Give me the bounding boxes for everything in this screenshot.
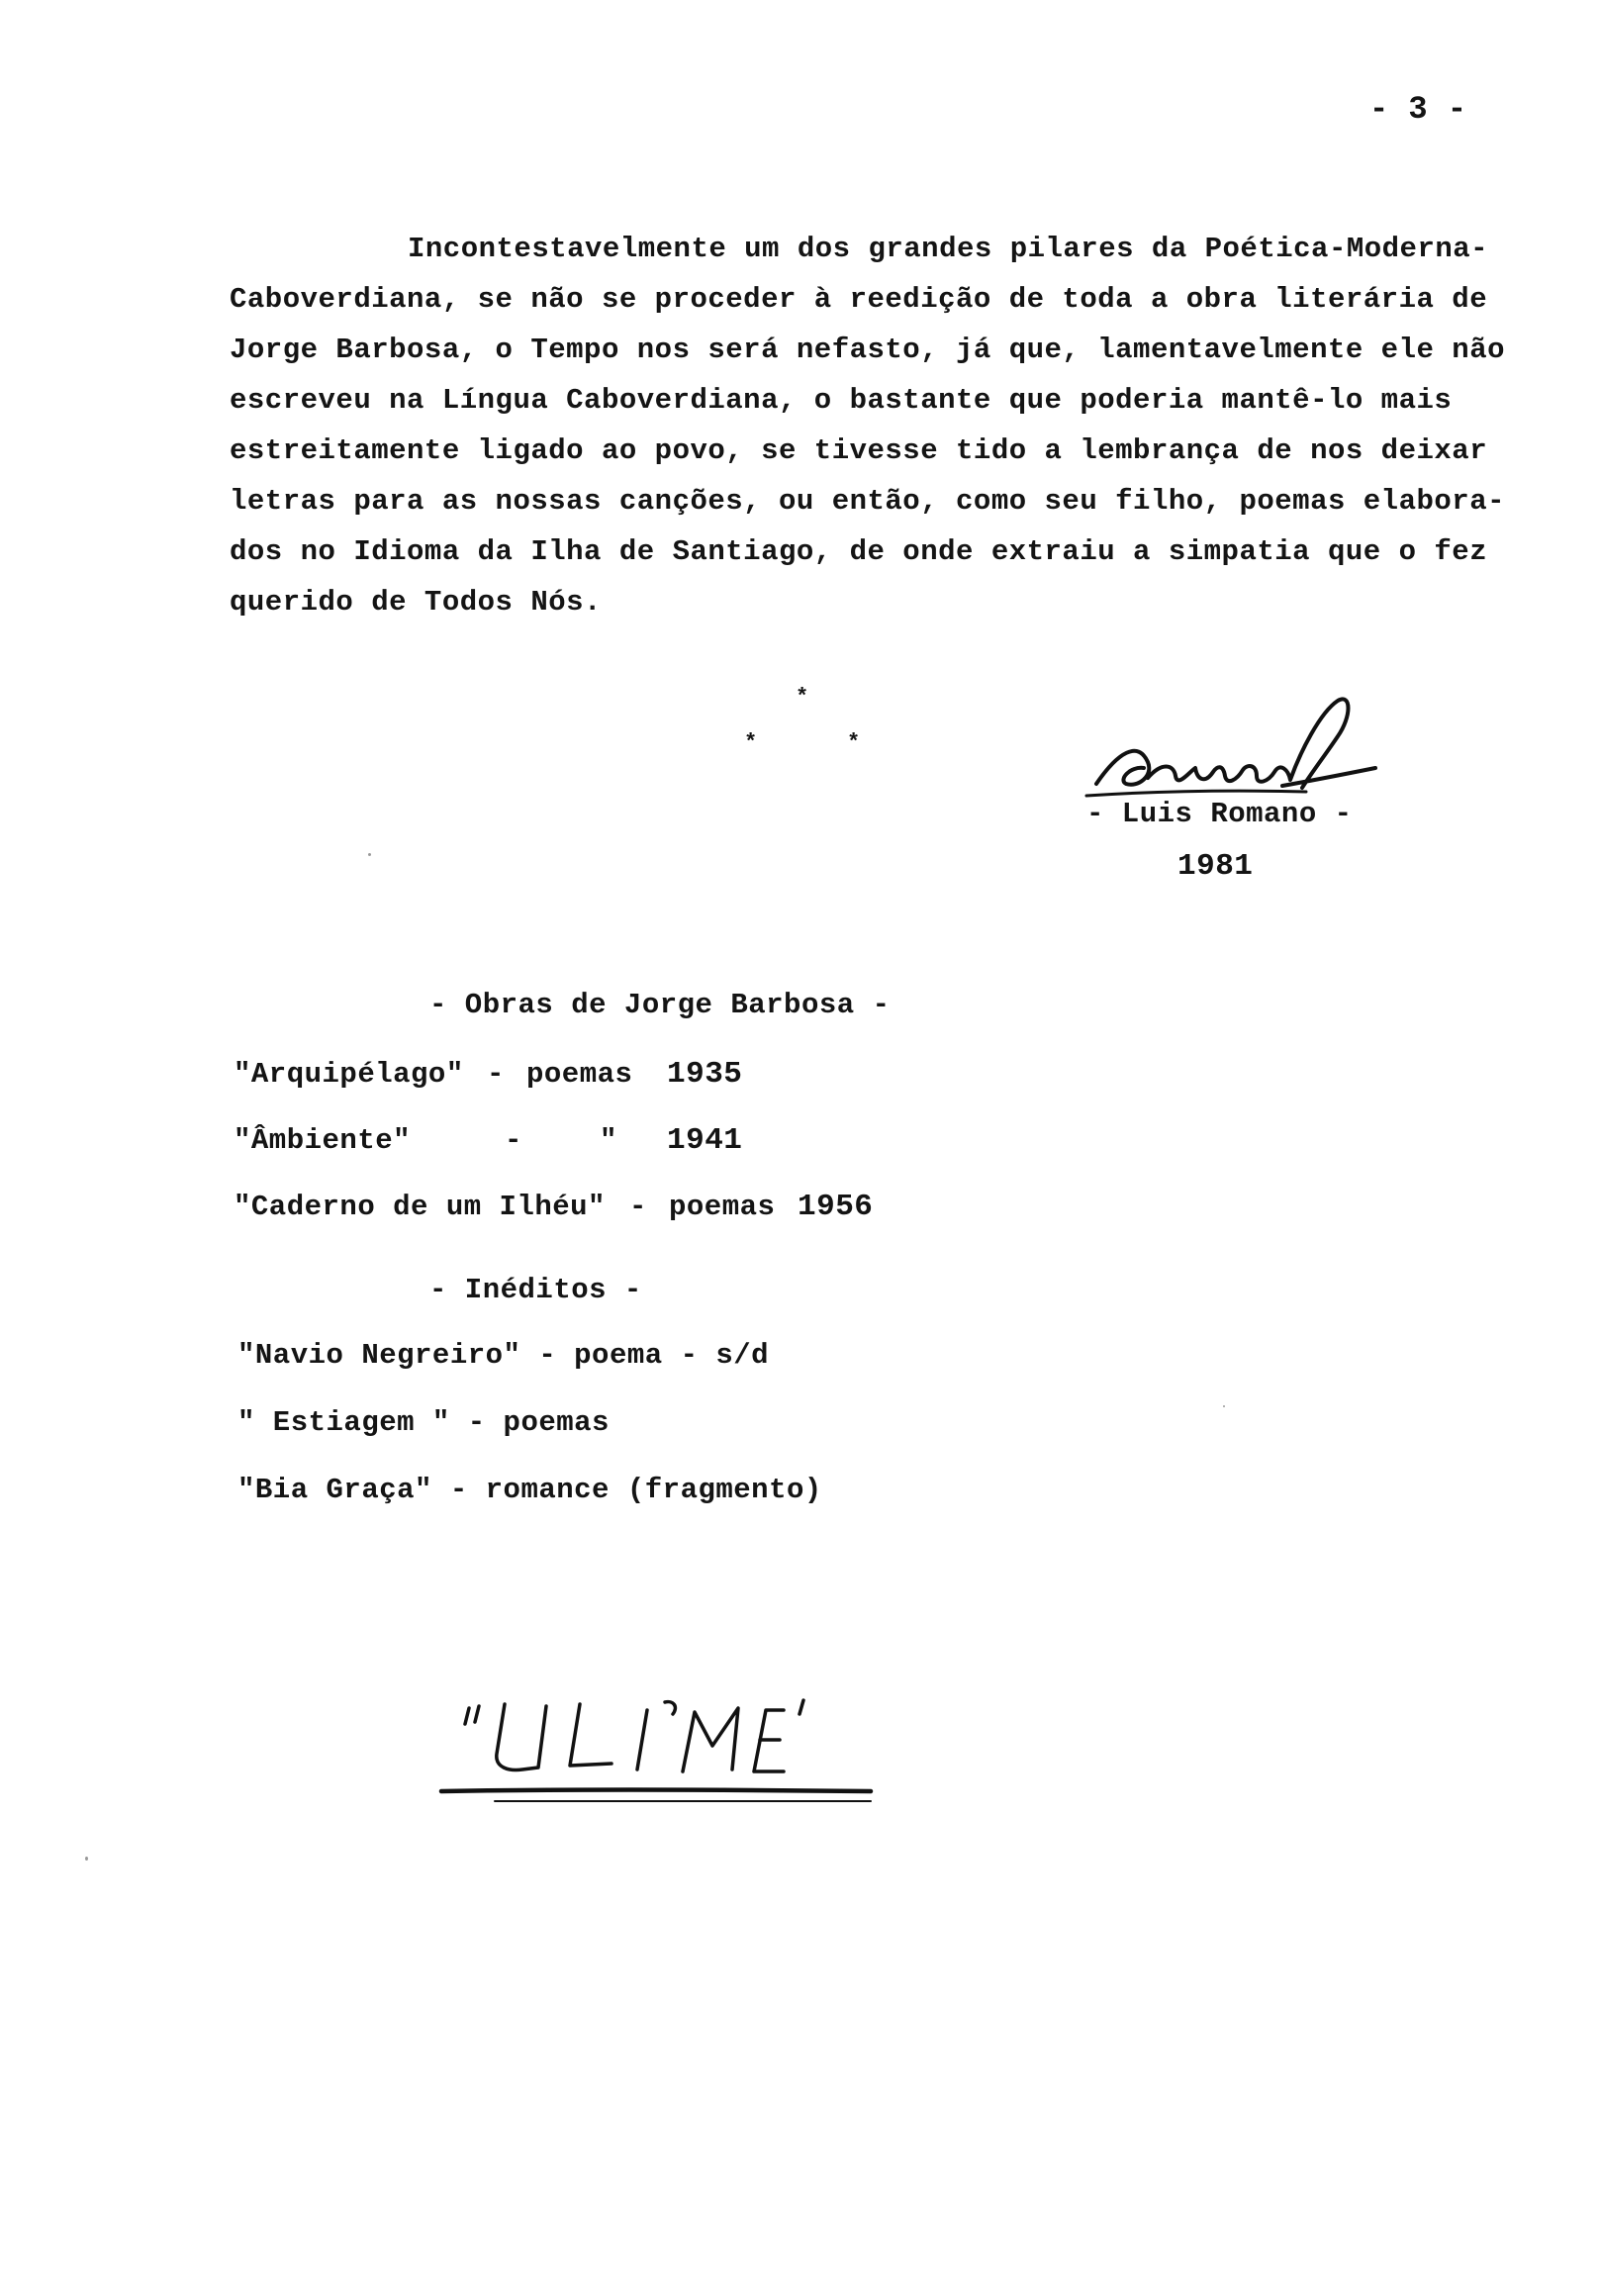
work-separator: - (505, 1124, 522, 1157)
separator-star: * (847, 730, 861, 755)
body-paragraph (230, 224, 1546, 627)
work-separator: - (487, 1058, 505, 1091)
paragraph-line: dos no Idioma da Ilha de Santiago, de onde extraiu a simpatia que o fez (230, 535, 1488, 568)
paragraph-line: querido de Todos Nós. (230, 586, 602, 619)
separator-star: * (796, 685, 809, 710)
paper-speck (85, 1857, 88, 1861)
work-year: 1941 (667, 1123, 743, 1158)
paragraph-line: letras para as nossas canções, ou então, como seu filho, poemas elabora- (230, 485, 1506, 518)
paragraph-line: escreveu na Língua Caboverdiana, o bastante que poderia mantê-lo mais (230, 384, 1453, 417)
unpublished-entry: " Estiagem " - poemas (237, 1406, 610, 1439)
unpublished-entry: "Navio Negreiro" - poema - s/d (237, 1339, 770, 1372)
work-entry (234, 1121, 867, 1161)
work-entry (234, 1055, 867, 1095)
work-title: "Caderno de um Ilhéu" (234, 1191, 606, 1223)
work-title: "Âmbiente" (234, 1124, 412, 1157)
unpublished-entry: "Bia Graça" - romance (fragmento) (237, 1474, 822, 1506)
works-heading: - Obras de Jorge Barbosa - (429, 989, 891, 1021)
work-kind: " (600, 1124, 617, 1157)
paragraph-line: estreitamente ligado ao povo, se tivesse tido a lembrança de nos deixar (230, 434, 1488, 467)
work-title: "Arquipélago" (234, 1058, 464, 1091)
paragraph-line: Jorge Barbosa, o Tempo nos será nefasto, já que, lamentavelmente ele não (230, 334, 1506, 366)
unpublished-heading: - Inéditos - (429, 1274, 642, 1306)
work-entry (234, 1188, 906, 1227)
author-name: - Luis Romano - (1086, 798, 1353, 830)
paper-speck (1223, 1405, 1225, 1407)
paragraph-line: Caboverdiana, se não se proceder à reedição de toda a obra literária de (230, 283, 1488, 316)
signature-year: 1981 (1177, 849, 1254, 884)
handwritten-signature (1079, 693, 1405, 812)
paragraph-line: Incontestavelmente um dos grandes pilares da Poética-Moderna- (408, 233, 1489, 265)
handwritten-ulpme-mark (435, 1680, 891, 1819)
work-kind: poemas (526, 1058, 633, 1091)
separator-star: * (744, 730, 758, 755)
section-separator-stars (732, 687, 881, 766)
work-year: 1956 (798, 1190, 874, 1224)
paper-speck (368, 853, 371, 856)
work-year: 1935 (667, 1057, 743, 1092)
page-number: - 3 - (1369, 91, 1467, 128)
work-kind: poemas (669, 1191, 776, 1223)
work-separator: - (629, 1191, 647, 1223)
